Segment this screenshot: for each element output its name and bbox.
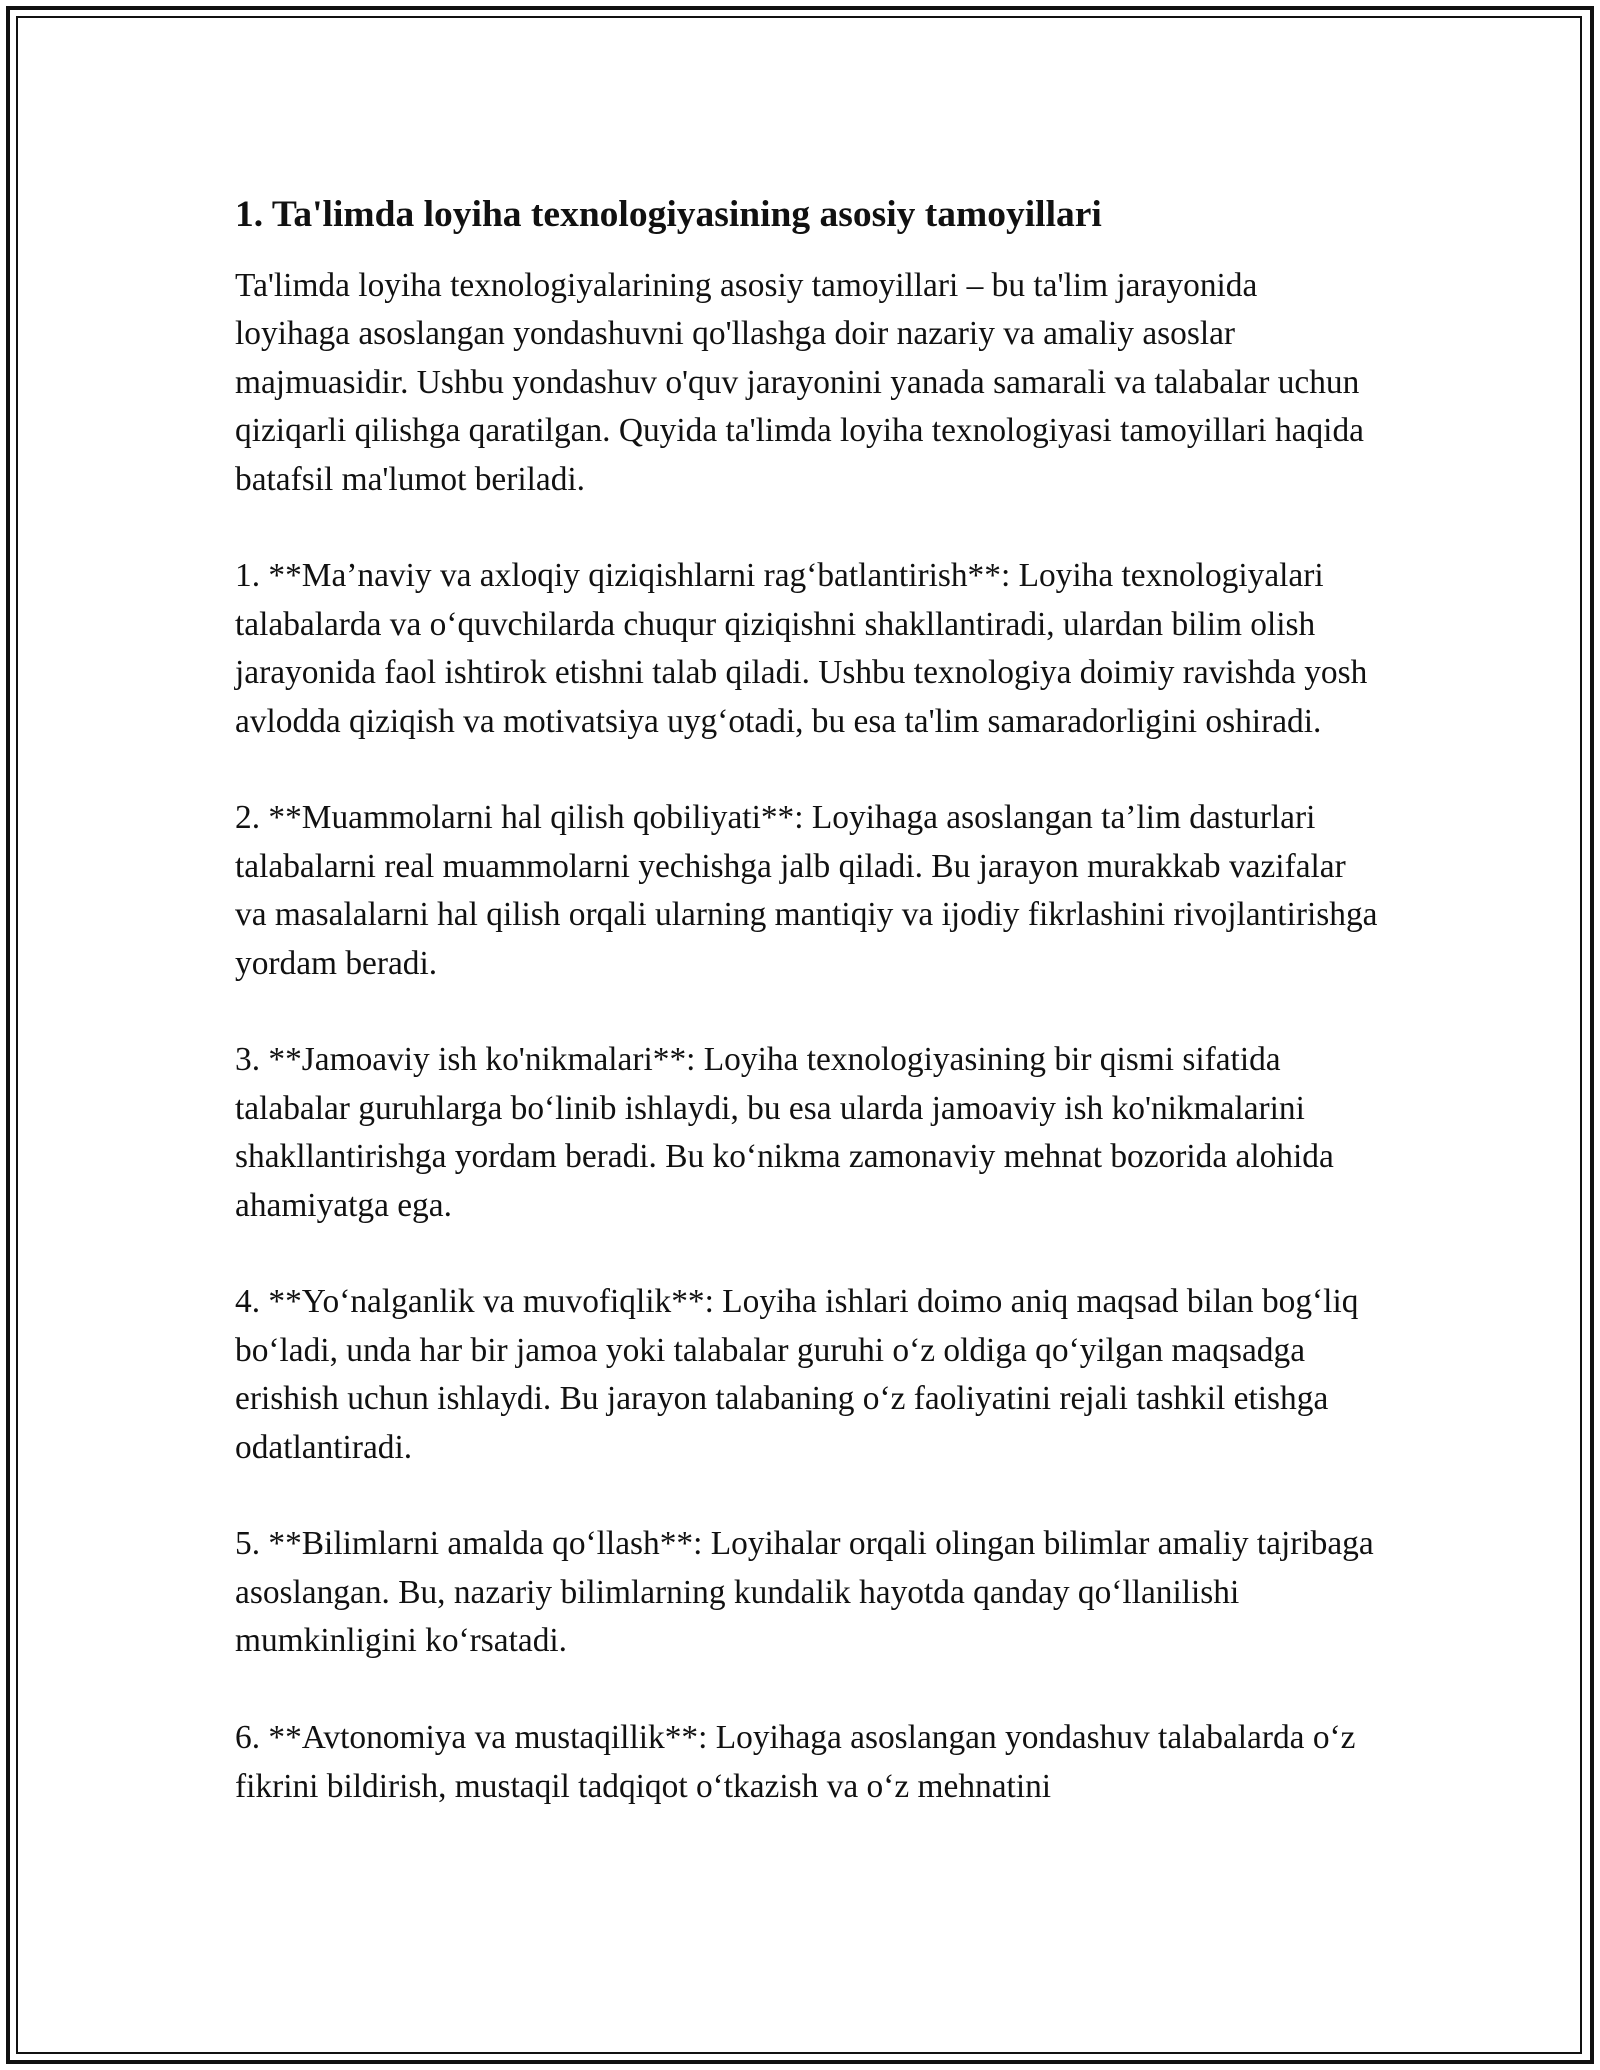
principle-1-paragraph: 1. **Ma’naviy va axloqiy qiziqishlarni rag‘batlantirish**: Loyiha texnologiyalari talabalarda va o‘quvchilarda chuqur qiziqishni shakllantiradi, ulardan bilim olish jarayonida faol ishtirok etishni talab qiladi. Ushbu texnologiya doimiy ravishda yosh avlodda qiziqish va motivatsiya uyg‘otadi, bu esa ta'lim samaradorligini oshiradi.: [235, 557, 1368, 740]
principle-5-paragraph: 5. **Bilimlarni amalda qo‘llash**: Loyihalar orqali olingan bilimlar amaliy tajribaga asoslangan. Bu, nazariy bilimlarning kundalik hayotda qanday qo‘llanilishi mumkinligini ko‘rsatadi.: [235, 1525, 1374, 1660]
document-title: 1. Ta'limda loyiha texnologiyasining asosiy tamoyillari: [235, 194, 1102, 235]
principle-4-paragraph: 4. **Yo‘nalganlik va muvofiqlik**: Loyiha ishlari doimo aniq maqsad bilan bog‘liq bo‘ladi, unda har bir jamoa yoki talabalar guruhi o‘z oldiga qo‘yilgan maqsadga erishish uchun ishlaydi. Bu jarayon talabaning o‘z faoliyatini rejali tashkil etishga odatlantiradi.: [235, 1283, 1359, 1466]
intro-paragraph: Ta'limda loyiha texnologiyalarining asosiy tamoyillari – bu ta'lim jarayonida loyihaga asoslangan yondashuvni qo'llashga doir nazariy va amaliy asoslar majmuasidir. Ushbu yondashuv o'quv jarayonini yanada samarali va talabalar uchun qiziqarli qilishga qaratilgan. Quyida ta'limda loyiha texnologiyasi tamoyillari haqida batafsil ma'lumot beriladi.: [235, 267, 1364, 498]
principle-6-paragraph: 6. **Avtonomiya va mustaqillik**: Loyihaga asoslangan yondashuv talabalarda o‘z fikrini bildirish, mustaqil tadqiqot o‘tkazish va o‘z mehnatini: [235, 1719, 1356, 1805]
document-body: [235, 190, 1380, 1859]
principle-3-paragraph: 3. **Jamoaviy ish ko'nikmalari**: Loyiha texnologiyasining bir qismi sifatida talabalar guruhlarga bo‘linib ishlaydi, bu esa ularda jamoaviy ish ko'nikmalarini shakllantirishga yordam beradi. Bu ko‘nikma zamonaviy mehnat bozorida alohida ahamiyatga ega.: [235, 1041, 1334, 1224]
principle-2-paragraph: 2. **Muammolarni hal qilish qobiliyati**: Loyihaga asoslangan ta’lim dasturlari talabalarni real muammolarni yechishga jalb qiladi. Bu jarayon murakkab vazifalar va masalalarni hal qilish orqali ularning mantiqiy va ijodiy fikrlashini rivojlantirishga yordam beradi.: [235, 799, 1378, 982]
